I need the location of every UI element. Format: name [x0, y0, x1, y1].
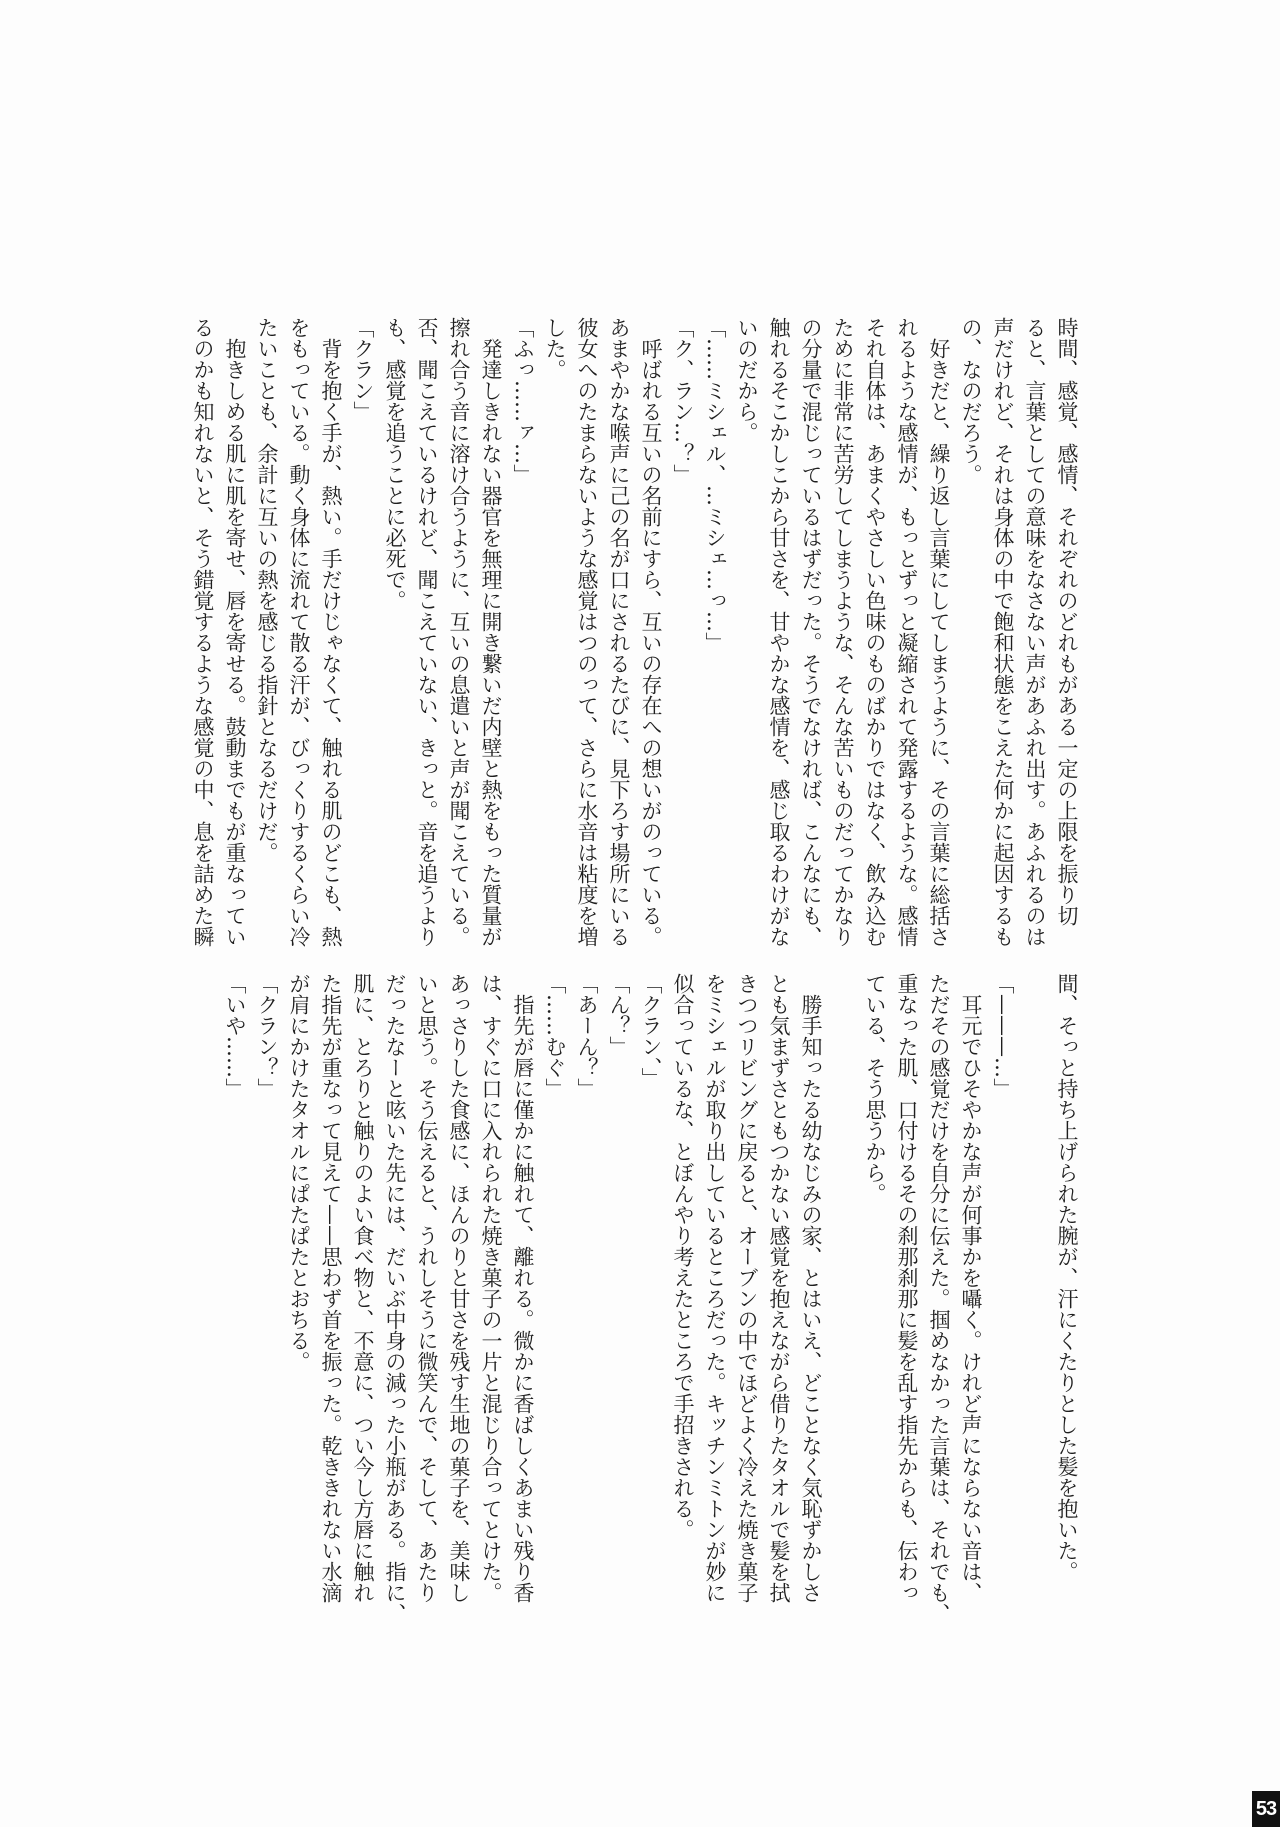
text-line: ている、そう思うから。 — [863, 973, 887, 1204]
text-line: 「あーん？」 — [575, 973, 599, 1099]
text-line: るのかも知れないと、そう錯覚するような感覚の中、息を詰めた瞬 — [191, 317, 215, 947]
page-number: 53 — [1252, 1791, 1280, 1827]
text-line: れるような感情が、もっとずっと凝縮されて発露するような。感情 — [895, 317, 919, 947]
text-line: 擦れ合う音に溶け合うように、互いの息遣いと声が聞こえている。 — [447, 317, 471, 947]
text-line: した。 — [543, 317, 567, 380]
text-line: ると、言葉としての意味をなさない声があふれ出す。あふれるのは — [1023, 317, 1047, 947]
text-line: いのだから。 — [735, 317, 759, 443]
text-line: が肩にかけたタオルにぱたぱたとおちる。 — [287, 973, 311, 1372]
text-line: 呼ばれる互いの名前にすら、互いの存在への想いがのっている。 — [639, 317, 663, 947]
text-line: あまやかな喉声に己の名が口にされるたびに、見下ろす場所にいる — [607, 317, 631, 947]
text-line: 「……ミシェル、…ミシェ…っ…」 — [703, 317, 727, 653]
text-line: 否、聞こえているけれど、聞こえていない、きっと。音を追うより — [415, 317, 439, 947]
text-line: 「クラン」 — [351, 317, 375, 422]
text-line: きつつリビングに戻ると、オーブンの中でほどよく冷えた焼き菓子 — [735, 973, 759, 1603]
text-line: 触れるそこかしこから甘さを、甘やかな感情を、感じ取るわけがな — [767, 317, 791, 947]
text-line: 抱きしめる肌に肌を寄せ、唇を寄せる。鼓動までもが重なってい — [223, 317, 247, 947]
text-line: 声だけれど、それは身体の中で飽和状態をこえた何かに起因するも — [991, 317, 1015, 947]
text-line: をもっている。動く身体に流れて散る汗が、びっくりするくらい冷 — [287, 317, 311, 947]
text-line: 間、そっと持ち上げられた腕が、汗にくたりとした髪を抱いた。 — [1055, 973, 1079, 1582]
text-line: も、感覚を追うことに必死で。 — [383, 317, 407, 611]
text-line: 耳元でひそやかな声が何事かを囁く。けれど声にならない音は、 — [959, 973, 983, 1603]
text-line: 背を抱く手が、熱い。手だけじゃなくて、触れる肌のどこも、熱 — [319, 317, 343, 947]
text-line: ただその感覚だけを自分に伝えた。掴めなかった言葉は、それでも、 — [927, 973, 951, 1624]
text-line: 「クラン？」 — [255, 973, 279, 1099]
text-line: 「……むぐ」 — [543, 973, 567, 1099]
text-line: いと思う。そう伝えると、うれしそうに微笑んで、そして、あたり — [415, 973, 439, 1603]
text-line: 「クラン、」 — [639, 973, 663, 1089]
text-line: 似合っているな、とぼんやり考えたところで手招きされる。 — [671, 973, 695, 1540]
text-line: の、なのだろう。 — [959, 317, 983, 485]
text-line: をミシェルが取り出しているところだった。キッチンミトンが妙に — [703, 973, 727, 1603]
text-line: 重なった肌、口付けるその刹那刹那に髪を乱す指先からも、伝わっ — [895, 973, 919, 1603]
text-line: は、すぐに口に入れられた焼き菓子の一片と混じり合ってとけた。 — [479, 973, 503, 1603]
text-line: 「———…」 — [991, 973, 1015, 1099]
text-line: 「ふっ……ァ…」 — [511, 317, 535, 485]
lower-text-block — [219, 973, 1083, 1624]
text-line: とも気まずさともつかない感覚を抱えながら借りたタオルで髪を拭 — [767, 973, 791, 1603]
text-line: 「ん？」 — [607, 973, 631, 1057]
text-line: 「いや……」 — [223, 973, 247, 1099]
text-line: 肌に、とろりと触りのよい食べ物と、不意に、つい今し方唇に触れ — [351, 973, 375, 1603]
text-line: 勝手知ったる幼なじみの家、とはいえ、どことなく気恥ずかしさ — [799, 973, 823, 1603]
text-line: あっさりした食感に、ほんのりと甘さを残す生地の菓子を、美味し — [447, 973, 471, 1603]
text-line: 「ク、ラン…？」 — [671, 317, 695, 485]
text-line — [1019, 973, 1051, 1613]
text-line: の分量で混じっているはずだった。そうでなければ、こんなにも、 — [799, 317, 823, 947]
upper-text-block — [187, 317, 1083, 947]
text-line: 好きだと、繰り返し言葉にしてしまうように、その言葉に総括さ — [927, 317, 951, 947]
text-line: たいことも、余計に互いの熱を感じる指針となるだけだ。 — [255, 317, 279, 863]
text-line: だったなーと呟いた先には、だいぶ中身の減った小瓶がある。指に、 — [383, 973, 407, 1624]
text-line: た指先が重なって見えて——思わず首を振った。乾ききれない水滴 — [319, 973, 343, 1603]
text-line: ために非常に苦労してしまうような、そんな苦いものだってかなり — [831, 317, 855, 947]
text-line: 時間、感覚、感情、それぞれのどれもがある一定の上限を振り切 — [1055, 317, 1079, 926]
text-line — [827, 973, 859, 1613]
text-line: 発達しきれない器官を無理に開き繋いだ内壁と熱をもった質量が — [479, 317, 503, 947]
text-line: それ自体は、あまくやさしい色味のものばかりではなく、飲み込む — [863, 317, 887, 947]
text-line: 彼女へのたまらないような感覚はつのって、さらに水音は粘度を増 — [575, 317, 599, 947]
text-line: 指先が唇に僅かに触れて、離れる。微かに香ばしくあまい残り香 — [511, 973, 535, 1603]
